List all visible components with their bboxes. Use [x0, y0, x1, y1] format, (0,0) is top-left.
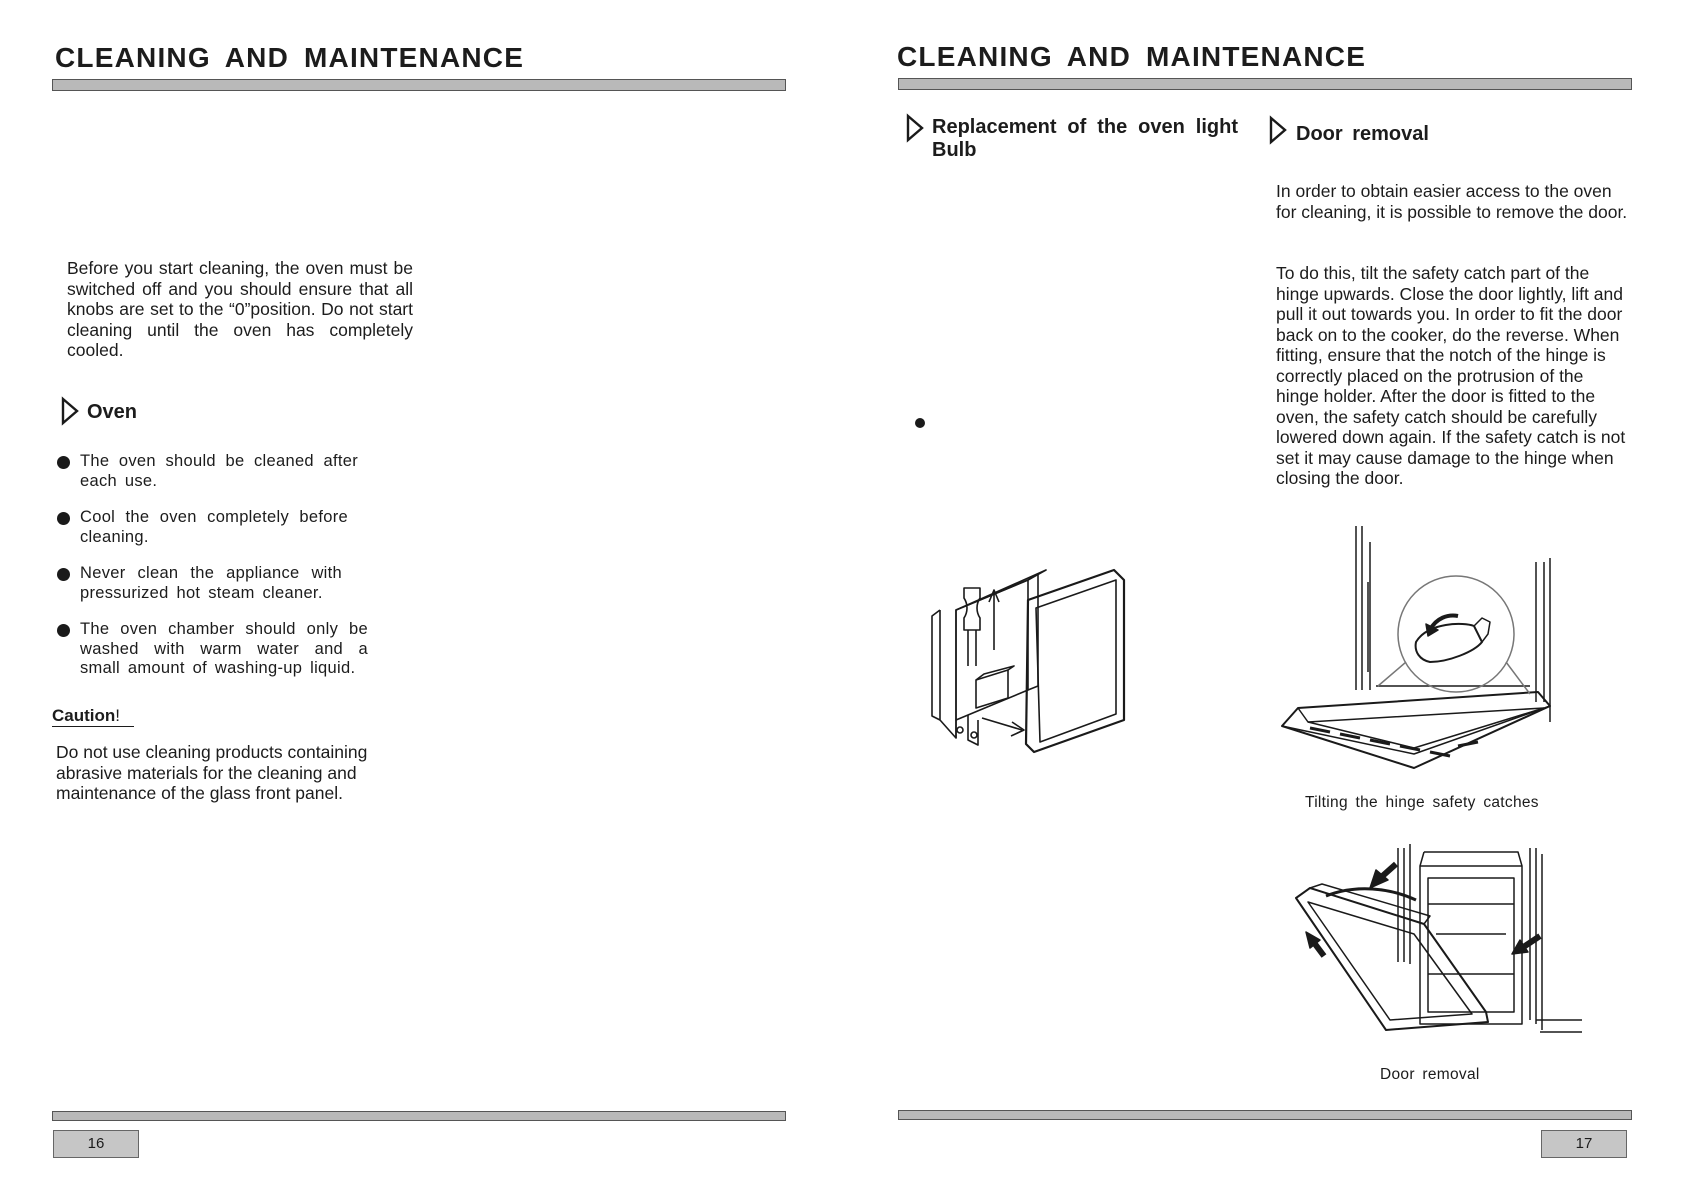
caution-paragraph: Do not use cleaning products containing abrasive materials for the cleaning and maintenance of the glass front panel. [56, 742, 368, 803]
bullet-dot-icon [915, 418, 925, 428]
door-removal-caption: Door removal [1380, 1066, 1480, 1083]
bullet-dot-icon [57, 512, 70, 525]
door-paragraph-1: In order to obtain easier access to the oven for cleaning, it is possible to remove the door. [1276, 181, 1628, 222]
right-page-title: CLEANING AND MAINTENANCE [897, 41, 1367, 72]
left-header-rule [52, 79, 786, 91]
door-removal-illustration [1286, 844, 1586, 1044]
bullet-dot-icon [57, 456, 70, 469]
section-triangle-icon [906, 114, 924, 142]
section-triangle-icon [61, 397, 79, 425]
oven-heading: Oven [87, 401, 138, 423]
oven-list-item-1: The oven should be cleaned after each use. [80, 452, 358, 490]
left-footer-rule [52, 1111, 786, 1121]
right-header-rule [898, 78, 1632, 90]
right-page-number: 17 [1541, 1130, 1627, 1158]
oven-list-item-3: Never clean the appliance with pressurized hot steam cleaner. [80, 564, 342, 602]
caution-mark: ! [115, 706, 121, 725]
oven-list-item-2: Cool the oven completely before cleaning. [80, 508, 348, 546]
bullet-dot-icon [57, 624, 70, 637]
left-page-title: CLEANING AND MAINTENANCE [55, 42, 525, 73]
oven-list-item-4: The oven chamber should only be washed with warm water and a small amount of washing-up liquid. [80, 620, 368, 677]
bulb-heading: Replacement of the oven light Bulb [932, 116, 1238, 161]
hinge-safety-catch-illustration [1268, 522, 1568, 772]
left-intro-paragraph: Before you start cleaning, the oven must be switched off and you should ensure that all knobs are set to the “0”position. Do not start cleaning until the oven has completely cooled. [67, 258, 413, 360]
left-page-number: 16 [53, 1130, 139, 1158]
door-paragraph-2: To do this, tilt the safety catch part of the hinge upwards. Close the door lightly, lift and pull it out towards you. In order to fit the door back on to the cooker, do the reverse. When fitting, ensure that the notch of the hinge is correctly placed on the protrusion of the hinge holder. After the door is fitted to the oven, the safety catch should be carefully lowered down again. If the safety catch is not set it may cause damage to the hinge when closing the door. [1276, 263, 1626, 488]
bulb-replacement-illustration [918, 570, 1128, 760]
right-footer-rule [898, 1110, 1632, 1120]
section-triangle-icon [1269, 116, 1287, 144]
hinge-caption: Tilting the hinge safety catches [1305, 794, 1539, 811]
caution-label [52, 706, 134, 727]
door-heading: Door removal [1296, 123, 1429, 145]
bullet-dot-icon [57, 568, 70, 581]
caution-word: Caution [52, 706, 116, 725]
